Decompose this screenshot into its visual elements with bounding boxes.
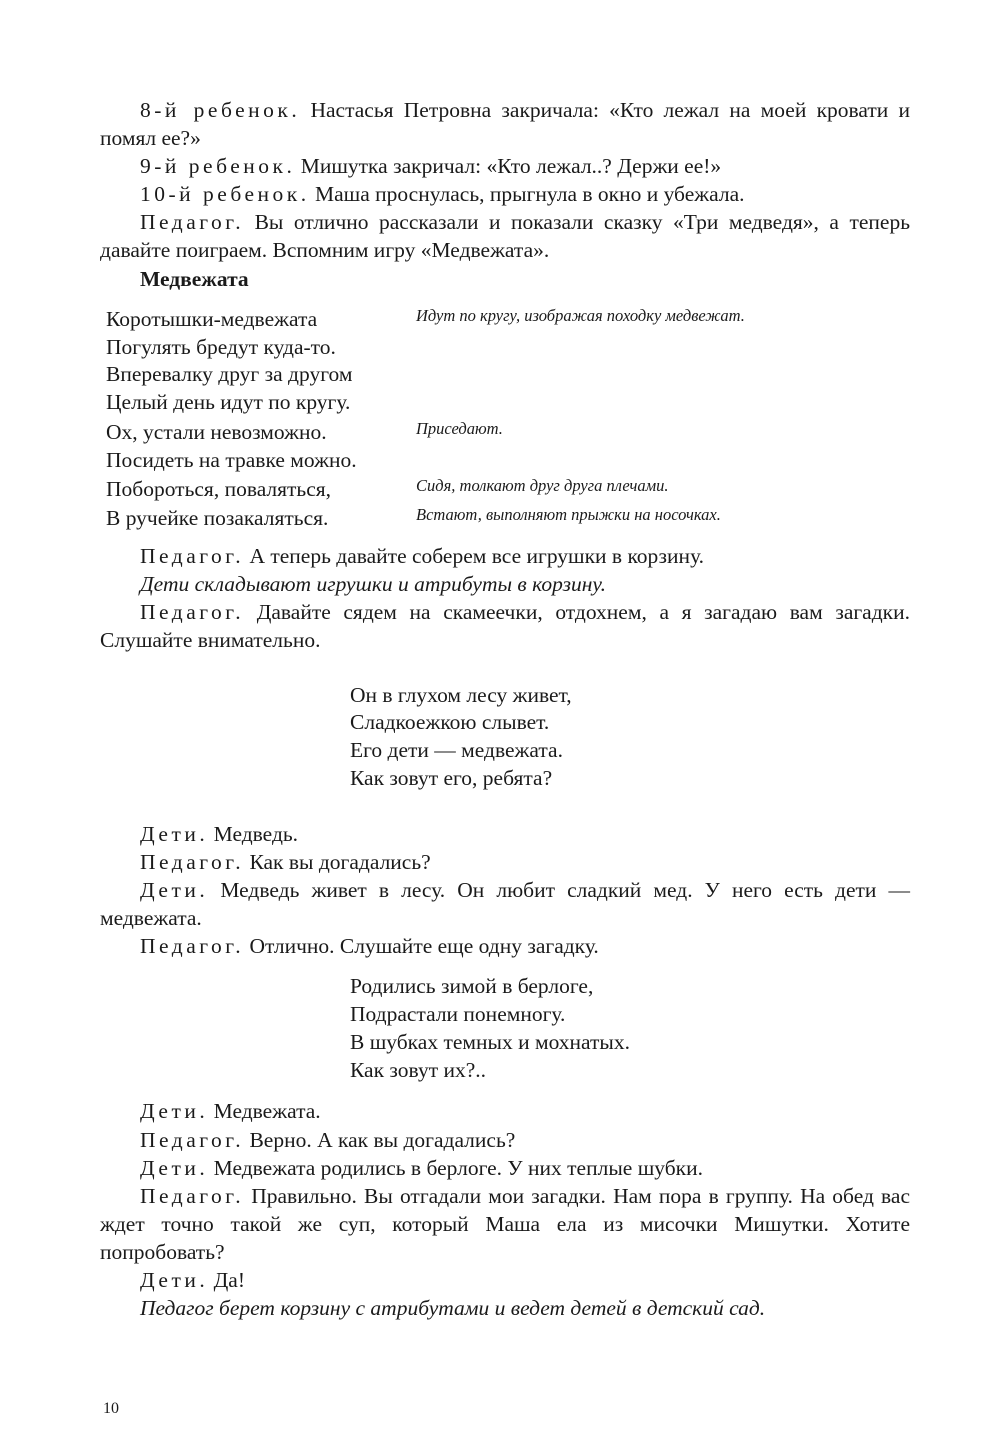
- speech: Медвежата.: [208, 1099, 321, 1123]
- speaker: Дети.: [140, 878, 209, 902]
- verse-line: Ох, устали невозможно.: [106, 420, 327, 444]
- stage-note: Встают, выполняют прыжки на носочках.: [416, 505, 721, 524]
- speech: Медведь.: [208, 822, 299, 846]
- kids-line: [100, 1154, 910, 1182]
- riddle-line: Как зовут его, ребята?: [350, 766, 553, 790]
- speaker: Педагог.: [140, 600, 245, 624]
- verse-line: Побороться, поваляться,: [106, 477, 332, 501]
- teacher-line: [100, 932, 910, 960]
- speech: Верно. А как вы догадались?: [244, 1128, 516, 1152]
- verse-line: Вперевалку друг за другом: [106, 362, 353, 386]
- teacher-line: [100, 848, 910, 876]
- speech: Да!: [208, 1268, 245, 1292]
- verse-line: В ручейке позакаляться.: [106, 506, 329, 530]
- kids-line: [100, 820, 910, 848]
- speaker: Педагог.: [140, 1128, 245, 1152]
- speaker: Педагог.: [140, 934, 245, 958]
- teacher-line: [100, 598, 910, 654]
- speech: А теперь давайте соберем все игрушки в корзину.: [244, 544, 705, 568]
- riddle-line: Он в глухом лесу живет,: [350, 683, 572, 707]
- riddle-line: Его дети — медвежата.: [350, 738, 563, 762]
- riddle-line: Как зовут их?..: [350, 1058, 487, 1082]
- speaker: Педагог.: [140, 850, 245, 874]
- speech: Настасья Петровна закричала: «Кто лежал на моей кровати и помял ее?»: [100, 98, 911, 150]
- game-title: Медвежата: [140, 267, 249, 291]
- speaker: Педагог.: [140, 210, 245, 234]
- teacher-line: [100, 208, 910, 264]
- riddle-line: В шубках темных и мохнатых.: [350, 1030, 630, 1054]
- kids-line: [100, 1266, 910, 1294]
- verse-line: Целый день идут по кругу.: [106, 390, 351, 414]
- riddle-line: Сладкоежкою слывет.: [350, 710, 550, 734]
- stage-note: Приседают.: [416, 419, 503, 438]
- page-number: 10: [103, 1400, 119, 1417]
- speaker: Дети.: [140, 1268, 209, 1292]
- speech: Мишутка закричал: «Кто лежал..? Держи ее!»: [295, 154, 722, 178]
- speaker: 9-й ребенок.: [140, 154, 296, 178]
- speaker: Дети.: [140, 1156, 209, 1180]
- speech: Давайте сядем на скамеечки, отдохнем, а я загадаю вам загадки. Слушайте внимательно.: [100, 600, 910, 652]
- teacher-line: [100, 1126, 910, 1154]
- speaker: Дети.: [140, 1099, 209, 1123]
- verse-line: Коротышки-медвежата: [106, 307, 318, 331]
- child9-line: [100, 152, 910, 180]
- kids-line: [100, 876, 910, 932]
- speaker: 8-й ребенок.: [140, 98, 301, 122]
- child10-line: [100, 180, 910, 208]
- kids-line: [100, 1097, 910, 1125]
- riddle-line: Родились зимой в берлоге,: [350, 974, 594, 998]
- stage-note: Идут по кругу, изображая походку медвежат.: [416, 306, 745, 325]
- speaker: Дети.: [140, 822, 209, 846]
- speech: Маша проснулась, прыгнула в окно и убежала.: [309, 182, 745, 206]
- speech: Медведь живет в лесу. Он любит сладкий мед. У него есть дети — медвежата.: [100, 878, 910, 930]
- child8-line: [100, 96, 910, 152]
- teacher-line: [100, 1182, 910, 1266]
- riddle-line: Подрастали понемногу.: [350, 1002, 566, 1026]
- speech: Вы отлично рассказали и показали сказку «Три медведя», а теперь давайте поиграем. Вспомним игру «Медвежата».: [100, 210, 910, 262]
- speech: Медвежата родились в берлоге. У них теплые шубки.: [208, 1156, 703, 1180]
- speaker: Педагог.: [140, 544, 245, 568]
- speech: Отлично. Слушайте еще одну загадку.: [244, 934, 599, 958]
- teacher-line: [100, 542, 910, 570]
- speaker: 10-й ребенок.: [140, 182, 310, 206]
- speech: Как вы догадались?: [244, 850, 431, 874]
- speech: Правильно. Вы отгадали мои загадки. Нам пора в группу. На обед вас ждет точно такой же суп, который Маша ела из мисочки Мишутки. Хотите попробовать?: [100, 1184, 910, 1264]
- stage-direction: Педагог берет корзину с атрибутами и ведет детей в детский сад.: [140, 1296, 766, 1320]
- speaker: Педагог.: [140, 1184, 245, 1208]
- stage-direction: Дети складывают игрушки и атрибуты в корзину.: [140, 572, 606, 596]
- stage-note: Сидя, толкают друг друга плечами.: [416, 476, 669, 495]
- verse-line: Посидеть на травке можно.: [106, 448, 357, 472]
- verse-line: Погулять бредут куда-то.: [106, 335, 336, 359]
